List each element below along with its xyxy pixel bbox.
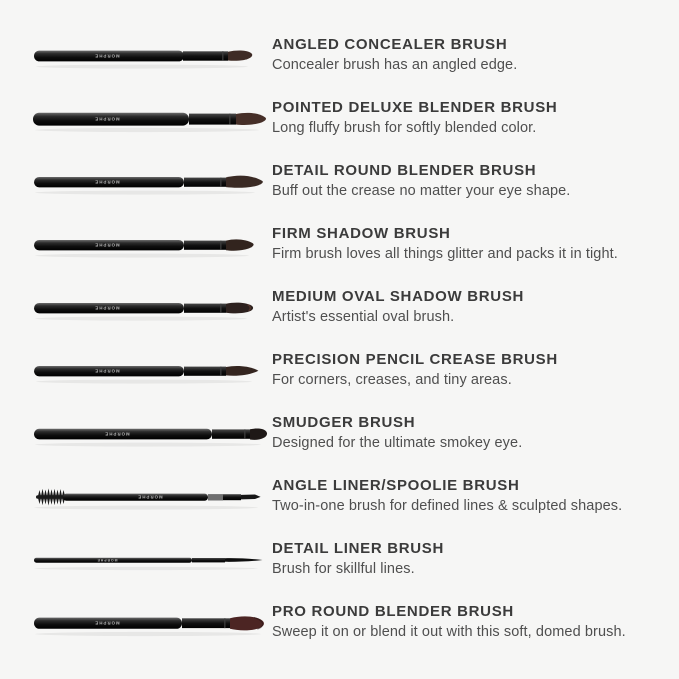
brush-row (0, 24, 679, 87)
brush-row (0, 213, 679, 276)
brush-description: Long fluffy brush for softly blended color. (272, 120, 537, 137)
brush-row (0, 276, 679, 339)
angle-liner-spoolie-brush-image (0, 482, 272, 512)
brush-row (0, 402, 679, 465)
brush-title: PRO ROUND BLENDER BRUSH (272, 602, 514, 620)
brush-title: ANGLE LINER/SPOOLIE BRUSH (272, 476, 520, 494)
detail-liner-brush-image (0, 545, 272, 575)
medium-oval-shadow-brush-image (0, 293, 272, 323)
brand-label: MORPHE (94, 115, 120, 121)
detail-round-blender-brush-image (0, 167, 272, 197)
brand-label: MORPHE (94, 52, 120, 58)
brush-title: SMUDGER BRUSH (272, 413, 416, 431)
brush-row (0, 87, 679, 150)
angled-concealer-brush-image (0, 41, 272, 71)
brush-title: MEDIUM OVAL SHADOW BRUSH (272, 287, 525, 305)
pointed-deluxe-blender-brush-image (0, 104, 272, 134)
brush-list (0, 24, 679, 654)
pro-round-blender-brush-image (0, 608, 272, 638)
brand-label: MORPHE (94, 619, 120, 625)
brush-title: PRECISION PENCIL CREASE BRUSH (272, 350, 558, 368)
brush-title: ANGLED CONCEALER BRUSH (272, 35, 508, 53)
brush-description: Sweep it on or blend it out with this soft, domed brush. (272, 624, 626, 641)
firm-shadow-brush-image (0, 230, 272, 260)
brand-label: MORPHE (94, 241, 120, 247)
brush-row (0, 465, 679, 528)
smudger-brush-image (0, 419, 272, 449)
brush-description: For corners, creases, and tiny areas. (272, 372, 512, 389)
brand-label: MORPHE (94, 178, 120, 184)
brush-row (0, 528, 679, 591)
brush-description: Firm brush loves all things glitter and packs it in tight. (272, 246, 618, 263)
brush-description: Artist's essential oval brush. (272, 309, 455, 326)
brush-title: FIRM SHADOW BRUSH (272, 224, 451, 242)
brush-title: DETAIL LINER BRUSH (272, 539, 445, 557)
brush-row (0, 150, 679, 213)
brand-label: MORPHE (94, 304, 120, 310)
brand-label: MORPHE (104, 430, 130, 436)
brush-description: Two-in-one brush for defined lines & sculpted shapes. (272, 498, 623, 515)
brush-description: Brush for skillful lines. (272, 561, 415, 578)
brush-row (0, 339, 679, 402)
brush-description: Buff out the crease no matter your eye shape. (272, 183, 571, 200)
precision-pencil-crease-brush-image (0, 356, 272, 386)
brand-label: MORPHE (94, 367, 120, 373)
brand-label: MORPHE (137, 494, 163, 500)
brand-label: MORPHE (96, 557, 118, 562)
brush-title: DETAIL ROUND BLENDER BRUSH (272, 161, 537, 179)
brush-description: Designed for the ultimate smokey eye. (272, 435, 523, 452)
brush-row (0, 591, 679, 654)
brush-title: POINTED DELUXE BLENDER BRUSH (272, 98, 558, 116)
brush-description: Concealer brush has an angled edge. (272, 57, 518, 74)
